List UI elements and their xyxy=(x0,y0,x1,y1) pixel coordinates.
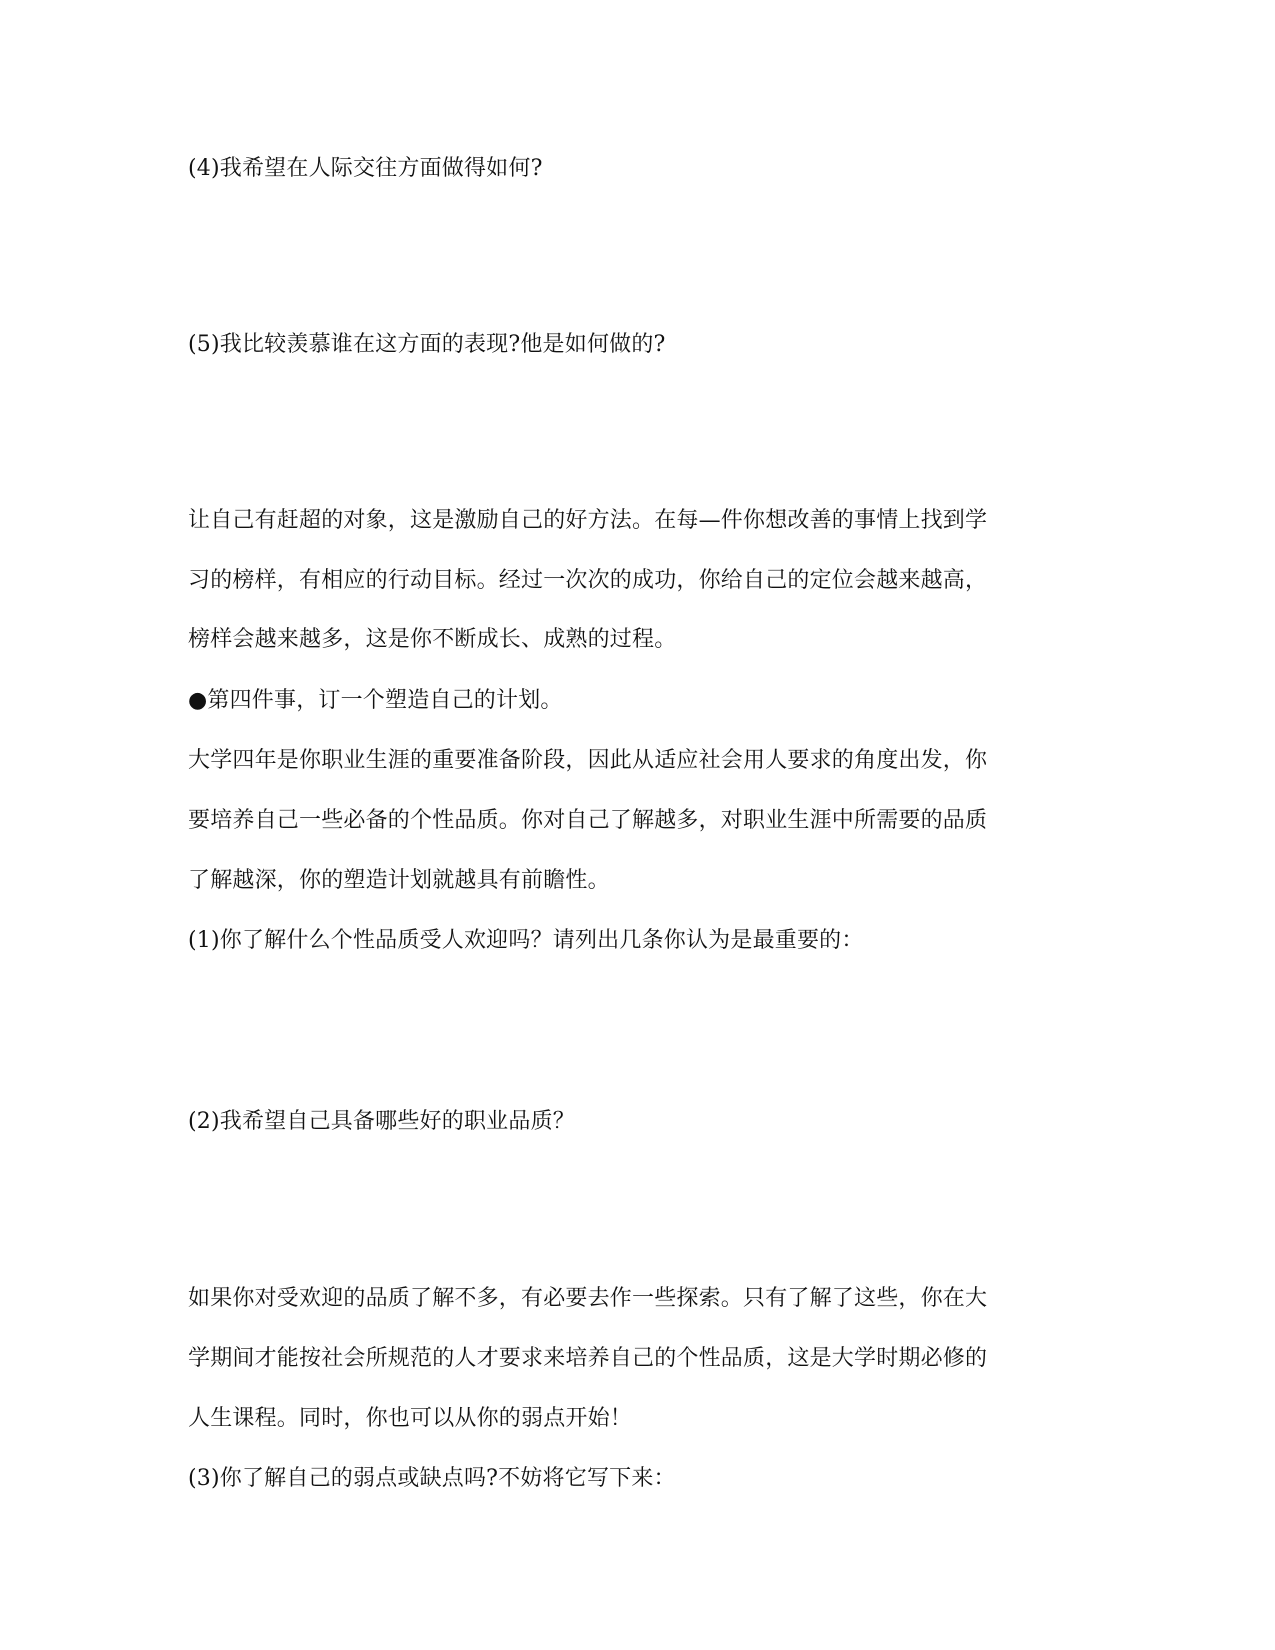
question-4: (4)我希望在人际交往方面做得如何? xyxy=(188,156,543,181)
question-1: (1)你了解什么个性品质受人欢迎吗？请列出几条你认为是最重要的： xyxy=(188,928,864,953)
question-2: (2)我希望自己具备哪些好的职业品质？ xyxy=(188,1109,575,1134)
paragraph-line: 要培养自己一些必备的个性品质。你对自己了解越多，对职业生涯中所需要的品质 xyxy=(188,808,988,833)
paragraph-line: 人生课程。同时，你也可以从你的弱点开始！ xyxy=(188,1406,633,1431)
paragraph-line: 让自己有赶超的对象，这是激励自己的好方法。在每—件你想改善的事情上找到学 xyxy=(188,508,988,533)
paragraph-line: 如果你对受欢迎的品质了解不多，有必要去作一些探索。只有了解了这些，你在大 xyxy=(188,1286,988,1311)
section-heading: ●第四件事，订一个塑造自己的计划。 xyxy=(188,688,563,713)
paragraph-line: 榜样会越来越多，这是你不断成长、成熟的过程。 xyxy=(188,627,677,652)
paragraph-line: 大学四年是你职业生涯的重要准备阶段，因此从适应社会用人要求的角度出发，你 xyxy=(188,748,988,773)
question-5: (5)我比较羡慕谁在这方面的表现?他是如何做的? xyxy=(188,332,666,357)
paragraph-line: 学期间才能按社会所规范的人才要求来培养自己的个性品质，这是大学时期必修的 xyxy=(188,1346,988,1371)
question-3: (3)你了解自己的弱点或缺点吗?不妨将它写下来： xyxy=(188,1466,676,1491)
paragraph-line: 了解越深，你的塑造计划就越具有前瞻性。 xyxy=(188,868,610,893)
paragraph-line: 习的榜样，有相应的行动目标。经过一次次的成功，你给自己的定位会越来越高， xyxy=(188,568,988,593)
